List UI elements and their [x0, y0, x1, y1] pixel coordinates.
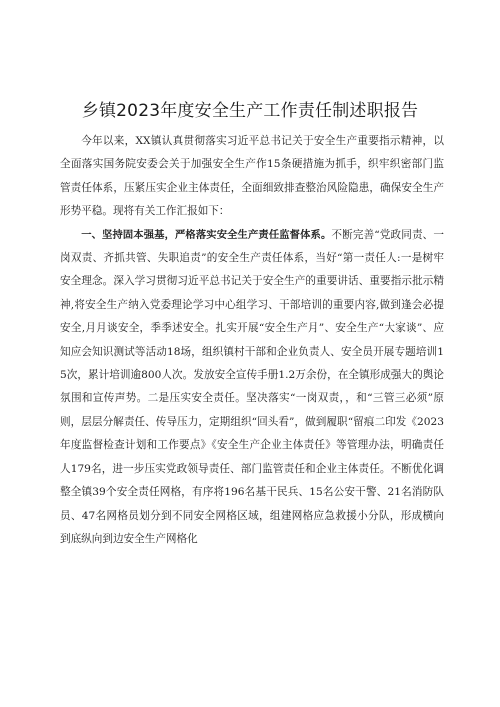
document-title: 乡镇2023年度安全生产工作责任制述职报告 [81, 101, 419, 121]
section-1-paragraph [60, 224, 444, 552]
intro-paragraph: 今年以来，XX镇认真贯彻落实习近平总书记关于安全生产重要指示精神，以全面落实国务院安委会关于加强安全生产作15条硬措施为抓手，织牢织密部门监管责任体系，压紧压实企业主体责任，全面细致排查整治风险隐患，确保安全生产形势平稳。现将有关工作汇报如下： [60, 135, 444, 218]
document-body [60, 130, 444, 551]
section-1-body: 不断完善“党政同责、一岗双责、齐抓共管、失职追责”的安全生产责任体系，当好“第一责任人:一是树牢安全理念。深入学习贯彻习近平总书记关于安全生产的重要讲话、重要指示批示精神,将安全生产纳入党委理论学习中心组学习、干部培训的重要内容,做到逢会必提安全,月月谈安全，季季述安全。扎实开展“安全生产月”、安全生产“大家谈”、应知应会知识测试等活动18场，组织镇村干部和企业负责人、安全员开展专题培训15次，累计培训逾800人次。发放安全宣传手册1.2万余份，在全镇形成强大的舆论氛围和宣传声势。二是压实安全责任。坚决落实“一岗双责，，和“三管三必须”原则，层层分解责任、传导压力，定期组织“回头看”，做到履职“留痕二印发《2023年度监督检查计划和工作要点》《安全生产企业主体责任》等管理办法，明确责任人179名，进一步压实党政领导责任、部门监管责任和企业主体责任。不断优化调整全镇39个安全责任网格，有序将196名基干民兵、15名公安干警、21名消防队员、47名网格员划分到不同安全网格区域，组建网格应急救援小分队，形成横向到底纵向到边安全生产网格化 [60, 228, 445, 545]
section-1-heading: 一、坚持固本强基，严格落实安全生产责任监督体系。 [81, 228, 332, 241]
